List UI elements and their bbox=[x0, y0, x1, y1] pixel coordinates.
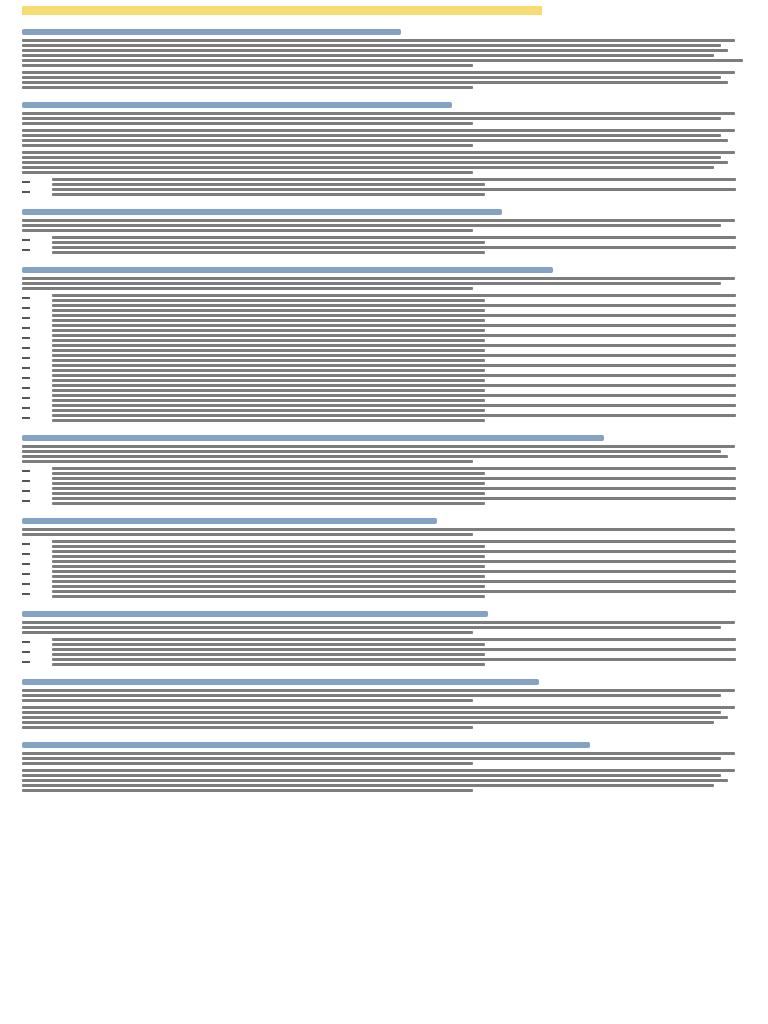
bullet-item bbox=[22, 404, 750, 412]
bullet-item bbox=[22, 550, 750, 558]
bullet-item bbox=[22, 374, 750, 382]
bullet-item bbox=[22, 344, 750, 352]
paragraph bbox=[22, 528, 750, 536]
section-heading-mark bbox=[22, 29, 401, 35]
paragraph bbox=[22, 752, 750, 765]
bullet-list bbox=[22, 236, 750, 254]
section-heading-mark bbox=[22, 679, 539, 685]
bullet-list bbox=[22, 294, 750, 422]
article-section bbox=[22, 24, 750, 89]
bullet-item bbox=[22, 560, 750, 568]
paragraph bbox=[22, 112, 750, 125]
bullet-item bbox=[22, 246, 750, 254]
article-section bbox=[22, 430, 750, 505]
bullet-item bbox=[22, 304, 750, 312]
bullet-item bbox=[22, 178, 750, 186]
paragraph bbox=[22, 219, 750, 232]
section-heading-mark bbox=[22, 742, 590, 748]
section-heading-mark bbox=[22, 267, 553, 273]
bullet-item bbox=[22, 658, 750, 666]
article-section bbox=[22, 204, 750, 254]
article-section bbox=[22, 262, 750, 422]
section-heading-mark bbox=[22, 611, 488, 617]
bullet-item bbox=[22, 638, 750, 646]
bullet-item bbox=[22, 570, 750, 578]
title-highlight bbox=[22, 6, 542, 15]
section-heading-mark bbox=[22, 102, 452, 108]
bullet-list bbox=[22, 178, 750, 196]
paragraph bbox=[22, 689, 750, 702]
bullet-item bbox=[22, 394, 750, 402]
paragraph bbox=[22, 769, 750, 792]
section-heading-mark bbox=[22, 209, 502, 215]
paragraph bbox=[22, 706, 750, 729]
bullet-item bbox=[22, 580, 750, 588]
paragraph bbox=[22, 445, 750, 463]
bullet-item bbox=[22, 188, 750, 196]
article-section bbox=[22, 97, 750, 196]
paragraph bbox=[22, 39, 750, 67]
bullet-item bbox=[22, 294, 750, 302]
bullet-item bbox=[22, 236, 750, 244]
paragraph bbox=[22, 151, 750, 174]
bullet-item bbox=[22, 648, 750, 656]
bullet-list bbox=[22, 467, 750, 505]
article-body bbox=[22, 24, 750, 792]
bullet-item bbox=[22, 590, 750, 598]
bullet-item bbox=[22, 414, 750, 422]
bullet-item bbox=[22, 467, 750, 475]
article-title-bar bbox=[22, 4, 750, 16]
bullet-list bbox=[22, 638, 750, 666]
paragraph bbox=[22, 277, 750, 290]
bullet-item bbox=[22, 334, 750, 342]
bullet-item bbox=[22, 364, 750, 372]
article-section bbox=[22, 737, 750, 792]
article-section bbox=[22, 513, 750, 598]
section-heading-mark bbox=[22, 435, 604, 441]
bullet-item bbox=[22, 477, 750, 485]
section-heading-mark bbox=[22, 518, 437, 524]
paragraph bbox=[22, 71, 750, 89]
bullet-item bbox=[22, 324, 750, 332]
bullet-item bbox=[22, 384, 750, 392]
bullet-item bbox=[22, 354, 750, 362]
bullet-item bbox=[22, 497, 750, 505]
bullet-item bbox=[22, 487, 750, 495]
article-section bbox=[22, 606, 750, 666]
article-section bbox=[22, 674, 750, 729]
paragraph bbox=[22, 129, 750, 147]
bullet-item bbox=[22, 540, 750, 548]
bullet-item bbox=[22, 314, 750, 322]
bullet-list bbox=[22, 540, 750, 598]
paragraph bbox=[22, 621, 750, 634]
